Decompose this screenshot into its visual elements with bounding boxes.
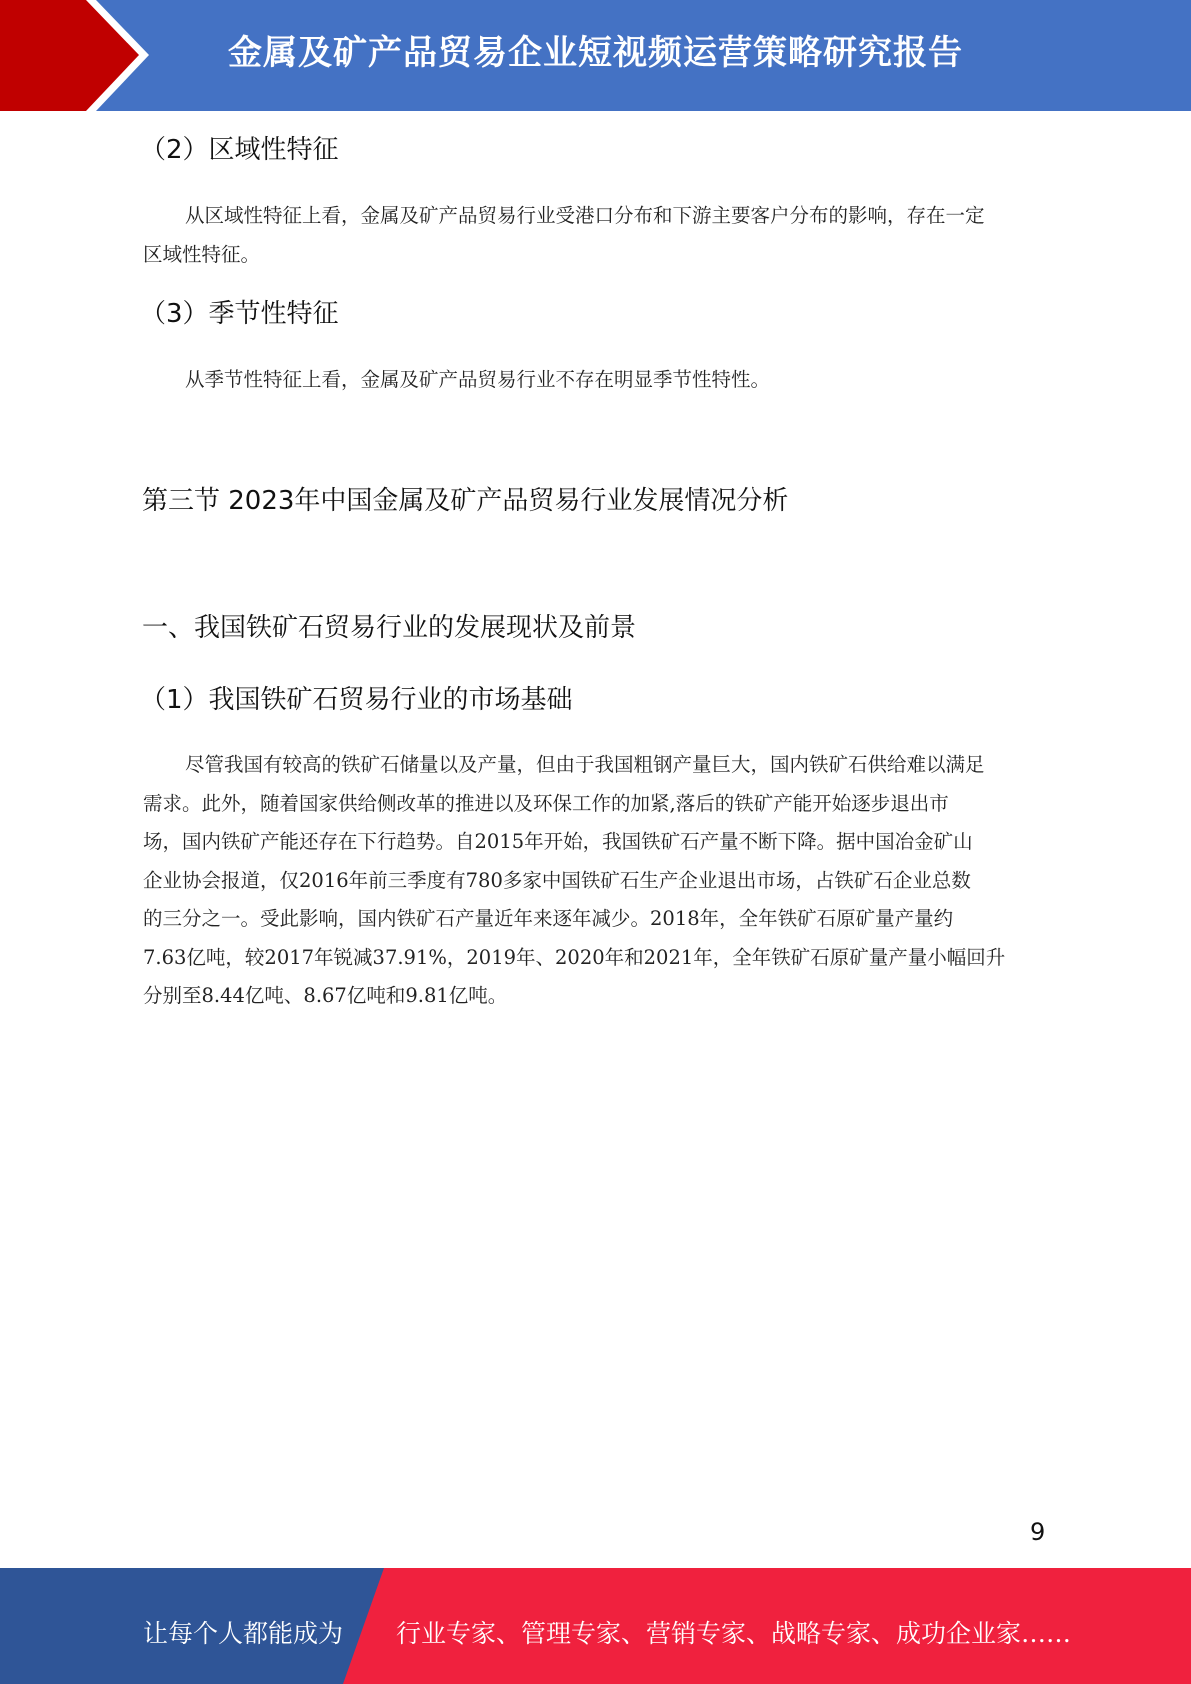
footer-slogan-left: 让每个人都能成为 (143, 1619, 344, 1648)
paragraph-line: 从区域性特征上看，金属及矿产品贸易行业受港口分布和下游主要客户分布的影响，存在一定 (185, 204, 985, 227)
subheading-regional: （2）区域性特征 (140, 135, 339, 165)
subheading-market-basis: （1）我国铁矿石贸易行业的市场基础 (140, 685, 573, 715)
subheading-seasonal: （3）季节性特征 (140, 299, 339, 329)
paragraph-seasonal (143, 361, 1048, 400)
header-banner (0, 0, 1191, 111)
paragraph-line: 7.63亿吨，较2017年锐减37.91%，2019年、2020年和2021年，全年铁矿石原矿量产量小幅回升 (143, 945, 1006, 969)
footer-slogan-right: 行业专家、管理专家、营销专家、战略专家、成功企业家…… (396, 1619, 1072, 1648)
paragraph-line: 分别至8.44亿吨、8.67亿吨和9.81亿吨。 (143, 984, 508, 1007)
paragraph-regional (143, 197, 1048, 274)
paragraph-market-basis (143, 746, 1048, 1016)
paragraph-line: 需求。此外，随着国家供给侧改革的推进以及环保工作的加紧,落后的铁矿产能开始逐步退出市 (143, 791, 949, 815)
paragraph-line: 从季节性特征上看，金属及矿产品贸易行业不存在明显季节性特性。 (185, 368, 771, 391)
paragraph-line: 的三分之一。受此影响，国内铁矿石产量近年来逐年减少。2018年，全年铁矿石原矿量产量约 (143, 907, 954, 930)
paragraph-line: 企业协会报道，仅2016年前三季度有780多家中国铁矿石生产企业退出市场，占铁矿石企业总数 (143, 868, 971, 892)
paragraph-line: 尽管我国有较高的铁矿石储量以及产量，但由于我国粗钢产量巨大，国内铁矿石供给难以满足 (185, 753, 985, 776)
section-heading: 第三节 2023年中国金属及矿产品贸易行业发展情况分析 (142, 486, 789, 516)
footer-banner (0, 1568, 1191, 1684)
part-heading: 一、我国铁矿石贸易行业的发展现状及前景 (142, 613, 637, 643)
page-number: 9 (1030, 1518, 1046, 1546)
paragraph-line: 区域性特征。 (143, 242, 261, 266)
paragraph-line: 场，国内铁矿产能还存在下行趋势。自2015年开始，我国铁矿石产量不断下降。据中国冶金矿山 (143, 830, 973, 853)
report-title: 金属及矿产品贸易企业短视频运营策略研究报告 (228, 33, 963, 73)
